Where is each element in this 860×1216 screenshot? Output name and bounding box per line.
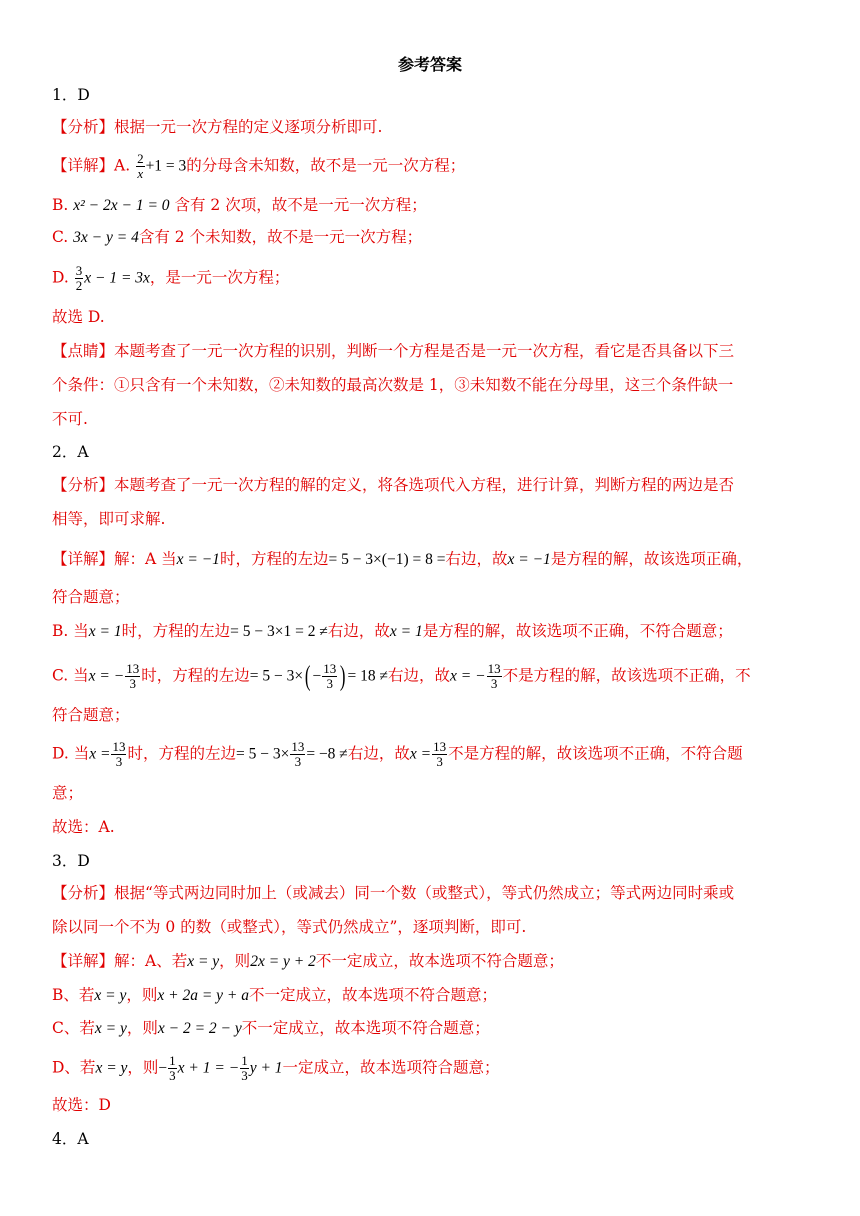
q1-comment-1: 【点睛】本题考查了一元一次方程的识别，判断一个方程是否是一元一次方程，看它是否具备以下三: [52, 342, 735, 360]
q1-analysis: 【分析】根据一元一次方程的定义逐项分析即可.: [52, 118, 383, 136]
q1-d-equation: x − 1 = 3x: [84, 269, 150, 287]
q1-a-equation: +1 = 3: [145, 157, 187, 175]
q1-detail-d: D. $\frac{3}{2}$ x − 1 = 3x，是一元一次方程；: [52, 263, 290, 293]
q3-detail-b: B、若x = y，则x + 2a = y + a不一定成立，故本选项不符合题意；: [52, 986, 498, 1004]
q3-analysis-2: 除以同一个不为 0 的数（或整式），等式仍然成立”，逐项判断，即可.: [52, 918, 527, 936]
q1-comment-2: 个条件：①只含有一个未知数，②未知数的最高次数是 1，③未知数不能在分母里，这三个条件缺一: [52, 376, 734, 394]
q2-detail-b: B. 当x = 1时，方程的左边= 5 − 3×1 = 2 ≠右边，故x = 1是方程的解，故该选项不正确，不符合题意；: [52, 622, 733, 640]
q1-comment-3: 不可.: [52, 410, 88, 428]
q1-c-equation: 3x − y = 4: [73, 229, 139, 246]
q2-detail-c: C. 当x = − $\frac{13}{3}$ 时，方程的左边= 5 − 3×( − $\frac{13}{3}$ ) = 18 ≠右边，故x = − $\frac{13}{3}$ 不是方程的解，故该选项不正确，不: [52, 660, 751, 692]
q2-header: 2．A: [52, 443, 89, 461]
page-title: 参考答案: [397, 55, 462, 74]
q4-header: 4．A: [52, 1130, 89, 1148]
q3-detail-a: 【详解】解：A、若x = y，则2x = y + 2不一定成立，故本选项不符合题意；: [52, 952, 564, 970]
q2-detail-d-cont: 意；: [52, 784, 84, 802]
q1-header: 1．D: [52, 86, 90, 104]
q2-detail-a: 【详解】解：A 当x = −1时，方程的左边= 5 − 3×(−1) = 8 =右边，故x = −1是方程的解，故该选项正确，: [52, 550, 753, 568]
q1-a-fraction: $\frac{2}{x}$: [137, 151, 144, 181]
q2-choose: 故选：A.: [52, 818, 115, 836]
q2-detail-c-cont: 符合题意；: [52, 706, 130, 724]
q1-detail-c: C. 3x − y = 4含有 2 个未知数，故不是一元一次方程；: [52, 228, 423, 246]
q3-detail-c: C、若x = y，则x − 2 = 2 − y不一定成立，故本选项不符合题意；: [52, 1019, 490, 1037]
q2-analysis-2: 相等，即可求解.: [52, 510, 166, 528]
q1-detail-label: 【详解】A.: [52, 156, 136, 175]
q1-d-fraction: $\frac{3}{2}$: [75, 263, 83, 293]
q2-analysis-1: 【分析】本题考查了一元一次方程的解的定义，将各选项代入方程，进行计算，判断方程的两边是否: [52, 476, 735, 494]
q1-choose: 故选 D.: [52, 308, 105, 326]
q3-detail-d: D、若x = y，则− $\frac{1}{3}$ x + 1 = − $\frac{1}{3}$ y + 1一定成立，故本选项符合题意；: [52, 1053, 500, 1083]
q3-header: 3．D: [52, 852, 90, 870]
q1-b-equation: x² − 2x − 1 = 0: [73, 197, 170, 214]
q1-detail-b: B. x² − 2x − 1 = 0 含有 2 次项，故不是一元一次方程；: [52, 196, 427, 214]
q2-detail-a-cont: 符合题意；: [52, 588, 130, 606]
q2-detail-d: D. 当x = $\frac{13}{3}$ 时，方程的左边= 5 − 3× $\frac{13}{3}$ = −8 ≠右边，故x = $\frac{13}{3}$ 不是方程的解，故该选项不正确，不符合题: [52, 739, 743, 769]
q3-choose: 故选：D: [52, 1096, 111, 1114]
q1-detail-a: 【详解】A. $\frac{2}{x}$ +1 = 3的分母含未知数，故不是一元一次方程；: [52, 151, 466, 181]
q3-analysis-1: 【分析】根据“等式两边同时加上（或减去）同一个数（或整式），等式仍然成立；等式两边同时乘或: [52, 884, 735, 902]
